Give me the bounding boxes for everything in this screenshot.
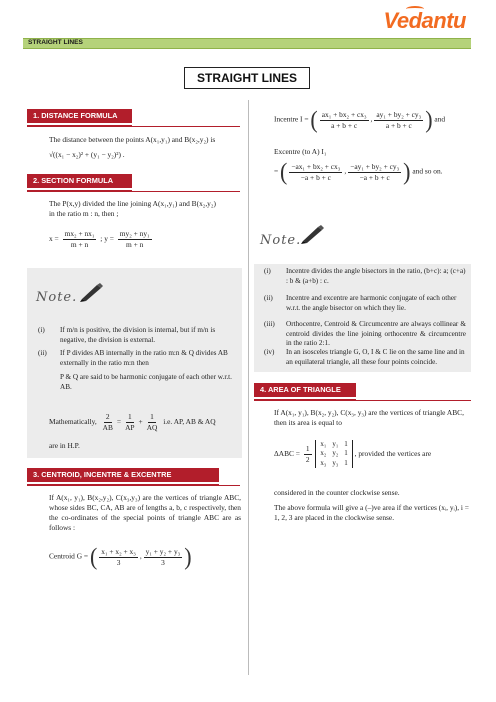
denominator: a + b + c (331, 120, 358, 130)
column-divider (248, 100, 249, 675)
math-suffix: i.e. AP, AB & AQ (163, 417, 216, 427)
centroid-intro: If A(x₁, y₁), B(x₂,y₂), C(x₃,y₃) are the vertices of triangle ABC, whose sides BC, CA, AB are of lengths a, b, c respectively, then the co-ordinates of the special points of triangle ABC are as follows : (49, 493, 241, 532)
section-heading-centroid: 3. CENTROID, INCENTRE & EXCENTRE (27, 468, 219, 482)
numerator: y₁ + y₂ + y₃ (145, 546, 181, 556)
det-cell: 1 (344, 440, 348, 448)
section-underline (27, 191, 240, 192)
hp-note: are in H.P. (49, 441, 80, 450)
right-paren: ) (184, 542, 192, 571)
page-title: STRAIGHT LINES (184, 67, 310, 89)
chapter-header-label: STRAIGHT LINES (28, 39, 83, 46)
area-formula (274, 440, 474, 468)
fraction-1-ap (123, 412, 136, 433)
brand-logo: Vedantu (383, 8, 466, 33)
and-so-on-text: and so on. (412, 166, 443, 176)
determinant (315, 440, 352, 468)
section-underline (27, 485, 240, 486)
note-item-text: If P divides AB internally in the ratio m:n & Q divides AB externally in the ratio m:n then (60, 349, 228, 367)
fraction-2-ab (101, 412, 115, 433)
det-cell: y₁ (332, 440, 339, 448)
det-cell: x₂ (320, 449, 327, 458)
excentre-y-fraction (348, 162, 401, 183)
centroid-formula: Centroid G = ( $\frac{\text{x₁ + x₂ + x₃}}{3}$ , $\frac{\text{y₁ + y₂ + y₃}}{3}$ ) (49, 542, 192, 571)
note-item (264, 320, 466, 350)
y-label: ; y = (100, 234, 114, 244)
x-label: x = (49, 234, 59, 244)
centroid-label: Centroid G = (49, 551, 89, 561)
note-item (264, 294, 466, 314)
denominator: AB (102, 422, 113, 432)
det-cell: y₂ (332, 449, 339, 458)
numerator: 1 (305, 443, 310, 453)
math-prefix: Mathematically, (49, 417, 97, 427)
note-label: Note. (36, 290, 78, 305)
note-item-continuation: P & Q are said to be harmonic conjugate of each other w.r.t. AB. (60, 373, 232, 391)
x-denominator: m + n (70, 239, 89, 249)
area-orientation: considered in the counter clockwise sense. (274, 488, 400, 497)
harmonic-formula: Mathematically, $\frac{2}{AB}$ = $\frac{1}{AP}$ + $\frac{1}{AQ}$ i.e. AP, AB & AQ (49, 412, 216, 432)
numerator: −ay₁ + by₂ + cy₃ (350, 161, 400, 171)
numerator: 1 (150, 412, 154, 421)
det-cell: x₁ (320, 440, 327, 448)
section-heading-distance: 1. DISTANCE FORMULA (27, 109, 132, 123)
det-cell: 1 (344, 449, 348, 458)
left-paren: ( (310, 105, 318, 134)
section-heading-area: 4. AREA OF TRIANGLE (254, 383, 356, 397)
distance-formula: √((x₁ − x₂)² + (y₁ − y₂)²) . (49, 150, 125, 159)
note-item (38, 349, 238, 371)
denominator: 3 (161, 557, 165, 567)
excentre-label: Excentre (to A) I₁ (274, 147, 327, 156)
note-item-text: Orthocentre, Centroid & Circumcentre are always collinear & centroid divides the line joining orthocentre & circumcentre in the ratio 2:1. (286, 320, 466, 348)
det-cell: 1 (344, 458, 348, 467)
note-item-text: Incentre and excentre are harmonic conjugate of each other w.r.t. the angle bisector on which they lie. (286, 294, 457, 312)
denominator: 2 (305, 454, 310, 464)
provided-text: , provided the vertices are (354, 448, 432, 458)
det-cell: y₃ (332, 458, 339, 467)
y-fraction (118, 229, 152, 250)
note-item-text: In an isosceles triangle G, O, I & C lie on the same line and in an equilateral triangle, all these four points coincide. (286, 348, 465, 366)
note-item (38, 326, 238, 348)
excentre-x-fraction (289, 162, 342, 183)
numerator: ay₁ + by₂ + cy₃ (376, 109, 422, 119)
numerator: x₁ + x₂ + x₃ (101, 546, 136, 556)
x-numerator: mx₂ + nx₁ (64, 229, 95, 238)
section-formula-equation (49, 229, 244, 250)
numerator: −ax₁ + bx₂ + cx₃ (291, 161, 341, 171)
numerator: 1 (127, 412, 132, 421)
section-underline (254, 400, 471, 401)
incentre-x-fraction (320, 110, 369, 131)
area-intro: If A(x₁, y₁), B(x₂, y₂), C(x₃, y₃) are the vertices of triangle ABC, then its area is equal to (274, 408, 464, 427)
chapter-header-bar (23, 38, 471, 49)
numerator: ax₁ + bx₂ + cx₃ (321, 109, 367, 119)
section-ratio: in the ratio m : n, then ; (49, 209, 119, 218)
x-fraction (63, 229, 97, 250)
right-paren: ) (425, 105, 433, 134)
section-intro: The P(x,y) divided the line joining A(x₁,y₁) and B(x₂,y₂) (49, 199, 216, 208)
pen-icon (79, 282, 105, 302)
note-item-text: If m/n is positive, the division is internal, but if m/n is negative, the division is external. (60, 326, 216, 344)
excentre-formula: = ( $\frac{\text{−ax₁ + bx₂ + cx₃}}{-a + b + c}$ , $\frac{\text{−ay₁ + by₂ + cy₃}}{-a + b + c}$ ) and so on. (274, 157, 443, 186)
incentre-formula: Incentre I = ( $\frac{\text{ax₁ + bx₂ + cx₃}}{a + b + c}$ , $\frac{\text{ay₁ + by₂ + cy₃}}{a + b + c}$ ) and (274, 105, 446, 134)
denominator: AQ (146, 422, 158, 432)
note-label: Note. (260, 233, 302, 248)
incentre-y-fraction (374, 110, 423, 131)
det-cell: x₃ (320, 458, 327, 467)
left-paren: ( (89, 542, 98, 571)
section-underline (27, 126, 240, 127)
note-item-number: (ii) (38, 349, 47, 357)
note-item (264, 267, 466, 287)
right-paren: ) (403, 157, 411, 186)
note-item-number: (i) (264, 267, 271, 275)
denominator: −a + b + c (359, 172, 390, 182)
note-item-number: (iv) (264, 348, 275, 356)
denominator: 3 (116, 557, 121, 567)
pen-icon (300, 224, 326, 244)
note-item-text: Incentre divides the angle bisectors in the ratio, (b+c): a; (c+a) : b & (a+b) : c. (286, 267, 466, 285)
denominator: a + b + c (385, 120, 412, 130)
centroid-y-fraction (144, 547, 183, 568)
note-item-number: (i) (38, 326, 45, 334)
half-fraction (304, 444, 312, 465)
distance-intro: The distance between the points A(x₁,y₁) and B(x₂,y₂) is (49, 135, 216, 144)
y-numerator: my₂ + ny₁ (119, 229, 150, 238)
y-denominator: m + n (126, 239, 144, 249)
incentre-label: Incentre I = (274, 114, 309, 124)
delta-label: ΔABC = (274, 448, 300, 458)
numerator: 2 (105, 412, 110, 421)
note-item-number: (ii) (264, 294, 273, 302)
left-paren: ( (280, 157, 288, 186)
denominator: −a + b + c (300, 172, 331, 182)
note-item (264, 348, 466, 370)
section-heading-section-formula: 2. SECTION FORMULA (27, 174, 132, 188)
note-item-number: (iii) (264, 320, 275, 328)
denominator: AP (125, 422, 135, 432)
equals-sign: = (274, 166, 279, 176)
centroid-x-fraction (99, 547, 138, 568)
area-sign-note: The above formula will give a (–)ve area if the vertices (xᵢ, yᵢ), i = 1, 2, 3 are placed in the clockwise sense. (274, 503, 469, 522)
fraction-1-aq (145, 412, 160, 433)
and-text: and (434, 114, 446, 124)
